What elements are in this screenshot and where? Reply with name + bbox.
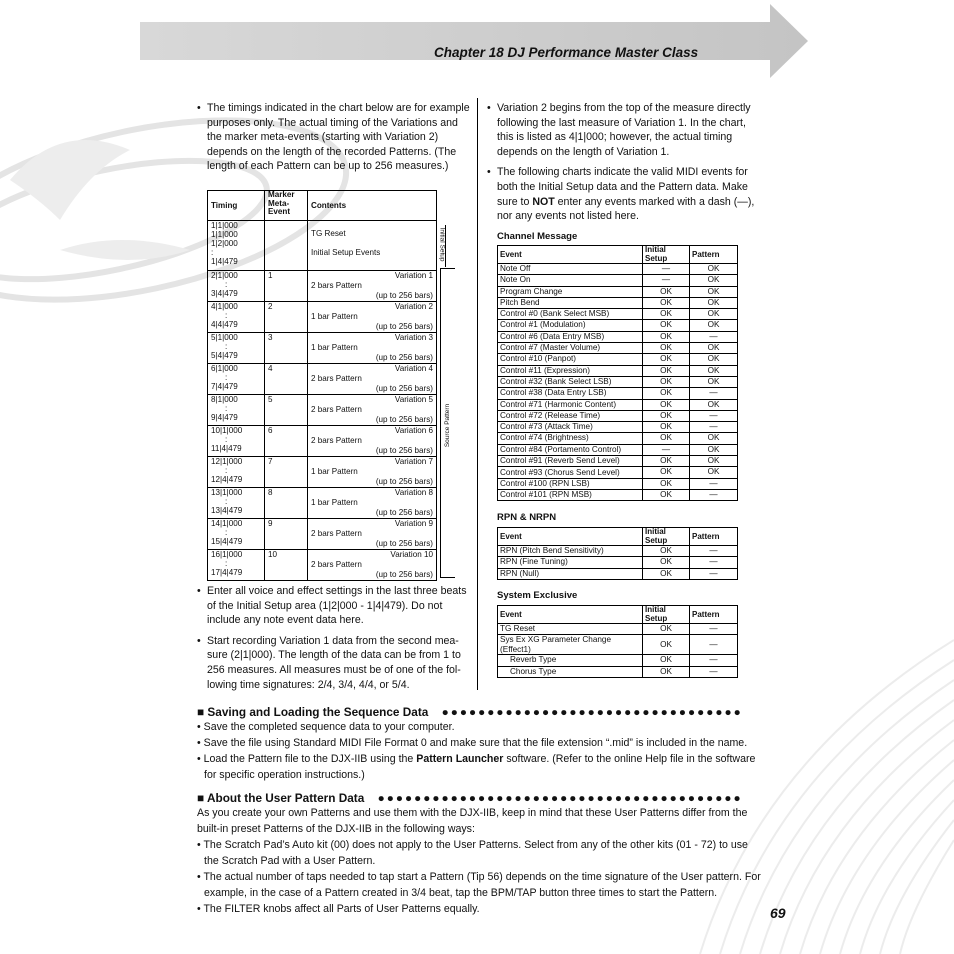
event-row (498, 399, 738, 410)
timing-colon: : (225, 342, 228, 352)
event-name: Control #11 (Expression) (498, 365, 643, 376)
timing-start: 8|1|000 (211, 395, 238, 404)
timing-end: 4|4|479 (211, 320, 238, 330)
square-bullet-icon: ■ (197, 791, 207, 805)
timing-colon: : (225, 466, 228, 476)
timing-end: 3|4|479 (211, 289, 238, 299)
bullet-line: Variation 2 begins from the top of the measure directly (497, 102, 751, 114)
timing-end: 7|4|479 (211, 382, 238, 392)
pattern-value: — (690, 478, 738, 489)
variation-label: Variation 4 (394, 364, 433, 373)
initial-setup-value: OK (643, 467, 690, 478)
initial-setup-value: OK (643, 410, 690, 421)
event-header: Event (498, 528, 643, 546)
pattern-header: Pattern (690, 606, 738, 624)
pattern-value: OK (690, 343, 738, 354)
timing-row (208, 333, 462, 364)
timing-cell (208, 364, 265, 395)
pattern-label: 2 bars Pattern (311, 436, 362, 445)
contents-cell (308, 333, 437, 364)
saving-heading (197, 705, 743, 719)
bullet-line: 256 measures. All measures must be of one of the fol- (207, 663, 461, 676)
event-row (498, 467, 738, 478)
timing-end: 11|4|479 (211, 444, 242, 454)
body-line: example, in the case of a Pattern created in 3/4 beat, tap the BPM/TAP button three times to start the Pattern. (204, 887, 718, 899)
variation-label: Variation 10 (390, 550, 433, 559)
length-note: (up to 256 bars) (375, 353, 433, 362)
timing-end: 9|4|479 (211, 413, 238, 423)
initial-setup-value: OK (643, 489, 690, 500)
event-name: Control #73 (Attack Time) (498, 422, 643, 433)
event-name: Chorus Type (498, 666, 643, 677)
timing-header: Timing (208, 191, 265, 221)
event-row (498, 433, 738, 444)
event-name: Control #71 (Harmonic Content) (498, 399, 643, 410)
timing-row (208, 550, 462, 581)
initial-setup-value: OK (643, 546, 690, 557)
timing-colon: : (225, 435, 228, 445)
timing-row (208, 271, 462, 302)
variation-label: Variation 5 (394, 395, 433, 404)
pattern-value: — (690, 568, 738, 579)
timing-end: 5|4|479 (211, 351, 238, 361)
event-name: RPN (Fine Tuning) (498, 557, 643, 568)
initial-setup-value: — (643, 444, 690, 455)
initial-setup-value: OK (643, 343, 690, 354)
marker-header: Marker Meta-Event (265, 191, 308, 221)
event-row (498, 568, 738, 579)
bullet-item (197, 101, 470, 174)
initial-setup-value: OK (643, 624, 690, 635)
contents-cell (308, 457, 437, 488)
contents-cell (308, 519, 437, 550)
chapter-title: Chapter 18 DJ Performance Master Class (434, 45, 699, 60)
timing-start: 5|1|000 (211, 333, 238, 342)
contents-cell (308, 302, 437, 333)
timing-cell (208, 302, 265, 333)
pattern-label: 1 bar Pattern (311, 498, 358, 507)
initial-setup-side-label: Initial Setup (438, 227, 446, 261)
event-name: Control #0 (Bank Select MSB) (498, 309, 643, 320)
initial-setup-value: OK (643, 388, 690, 399)
bullet-line: this is listed as 4|1|000; however, the actual timing (497, 131, 733, 144)
bullet-line: include any note event data here. (207, 614, 364, 627)
body-line: for specific operation instructions.) (204, 769, 365, 781)
pattern-value: OK (690, 309, 738, 320)
timing-start: 12|1|000 (211, 457, 243, 466)
event-name: Note On (498, 275, 643, 286)
bullet-line: Start recording Variation 1 data from the second mea- (207, 634, 459, 647)
pattern-value: OK (690, 297, 738, 308)
bullet-line: purposes only. The actual timing of the Variations and (207, 116, 458, 129)
contents-cell (308, 550, 437, 581)
event-name: Control #93 (Chorus Send Level) (498, 467, 643, 478)
event-row (498, 624, 738, 635)
contents-cell (308, 364, 437, 395)
length-note: (up to 256 bars) (375, 477, 433, 486)
pattern-value: — (690, 546, 738, 557)
bullet-line: following the last measure of Variation 1. In the chart, (497, 116, 746, 129)
event-name: RPN (Pitch Bend Sensitivity) (498, 546, 643, 557)
pattern-value: OK (690, 275, 738, 286)
initial-setup-value: OK (643, 568, 690, 579)
initial-setup-value: OK (643, 655, 690, 666)
event-name: TG Reset (498, 624, 643, 635)
event-name: Control #100 (RPN LSB) (498, 478, 643, 489)
pattern-label: 2 bars Pattern (311, 560, 362, 569)
dot-leader: ●●●●●●●●●●●●●●●●●●●●●●●●●●●●●●●●●●●●●●●● (377, 791, 743, 805)
body-line: • Save the file using Standard MIDI File Format 0 and make sure that the file extension “.mid” is included in the name. (197, 737, 748, 749)
length-note: (up to 256 bars) (375, 570, 433, 579)
timing-cell (208, 550, 265, 581)
pattern-label: 2 bars Pattern (311, 281, 362, 290)
length-note: (up to 256 bars) (375, 291, 433, 300)
event-row (498, 343, 738, 354)
event-name: Sys Ex XG Parameter Change (Effect1) (498, 635, 643, 655)
timing-colon: : (225, 497, 228, 507)
pattern-value: — (690, 489, 738, 500)
timing-colon: : (225, 373, 228, 383)
column-divider (477, 98, 478, 690)
variation-label: Variation 6 (394, 426, 433, 435)
body-line: • The FILTER knobs affect all Parts of User Patterns equally. (197, 903, 480, 915)
pattern-value: OK (690, 399, 738, 410)
body-line: • The actual number of taps needed to tap start a Pattern (Tip 56) depends on the time signature of the User pattern. For (197, 871, 761, 883)
saving-title: Saving and Loading the Sequence Data (207, 705, 429, 719)
initial-setup-value: OK (643, 456, 690, 467)
pattern-value: — (690, 331, 738, 342)
timing-start: 2|1|000 (211, 271, 238, 280)
chapter-banner (140, 4, 810, 78)
bullet-line: Enter all voice and effect settings in the last three beats (207, 585, 467, 597)
pattern-label: 1 bar Pattern (311, 343, 358, 352)
initial-setup-value: OK (643, 309, 690, 320)
channel-message-table (497, 245, 738, 501)
pattern-value: — (690, 666, 738, 677)
contents-cell (308, 426, 437, 457)
event-name: Control #7 (Master Volume) (498, 343, 643, 354)
contents-cell (308, 488, 437, 519)
length-note: (up to 256 bars) (375, 322, 433, 331)
event-name: Control #32 (Bank Select LSB) (498, 376, 643, 387)
timing-cell (208, 395, 265, 426)
marker-cell: 7 (265, 457, 308, 488)
initial-setup-header: Initial Setup (643, 246, 690, 264)
event-row (498, 376, 738, 387)
event-name: Control #1 (Modulation) (498, 320, 643, 331)
event-row (498, 388, 738, 399)
contents-cell (308, 271, 437, 302)
timing-colon: : (225, 280, 228, 290)
timing-row (208, 302, 462, 333)
event-row (498, 365, 738, 376)
event-row (498, 635, 738, 655)
initial-setup-value: OK (643, 365, 690, 376)
event-row (498, 478, 738, 489)
timing-colon: : (225, 559, 228, 569)
pattern-header: Pattern (690, 528, 738, 546)
timing-row (208, 364, 462, 395)
length-note: (up to 256 bars) (375, 446, 433, 455)
bold-term: Pattern Launcher (416, 753, 504, 765)
timing-colon: : (225, 311, 228, 321)
user-heading (197, 791, 743, 805)
timing-start: 16|1|000 (211, 550, 243, 559)
timing-start: 10|1|000 (211, 426, 243, 435)
initial-setup-value: OK (643, 433, 690, 444)
marker-cell: 6 (265, 426, 308, 457)
pattern-label: 2 bars Pattern (311, 529, 362, 538)
pattern-value: OK (690, 354, 738, 365)
event-row (498, 666, 738, 677)
variation-label: Variation 3 (394, 333, 433, 342)
marker-cell: 2 (265, 302, 308, 333)
marker-cell: 1 (265, 271, 308, 302)
pattern-value: OK (690, 376, 738, 387)
initial-contents-setup: Initial Setup Events (311, 248, 381, 257)
pattern-value: OK (690, 365, 738, 376)
pattern-value: — (690, 388, 738, 399)
timing-colon: : (225, 528, 228, 538)
sysex-title: System Exclusive (497, 590, 578, 601)
bullet-dot: • (487, 102, 491, 114)
initial-setup-header: Initial Setup (643, 528, 690, 546)
timing-row (208, 519, 462, 550)
pattern-label: 2 bars Pattern (311, 374, 362, 383)
variation-label: Variation 1 (394, 271, 433, 280)
timing-table (207, 190, 461, 581)
marker-cell: 10 (265, 550, 308, 581)
initial-setup-value: OK (643, 478, 690, 489)
timing-end: 17|4|479 (211, 568, 243, 578)
event-row (498, 286, 738, 297)
pattern-label: 2 bars Pattern (311, 405, 362, 414)
event-row (498, 354, 738, 365)
event-row (498, 456, 738, 467)
body-line: • Load the Pattern file to the DJX-IIB using the Pattern Launcher software. (Refer to the online Help file in the software (197, 753, 756, 765)
rpn-title: RPN & NRPN (497, 512, 557, 523)
event-row (498, 275, 738, 286)
bullet-line: sure to NOT enter any events marked with a dash (—), (497, 195, 755, 208)
event-name: Reverb Type (498, 655, 643, 666)
pattern-value: OK (690, 433, 738, 444)
event-row (498, 655, 738, 666)
event-name: Note Off (498, 264, 643, 275)
pattern-value: — (690, 422, 738, 433)
initial-setup-header: Initial Setup (643, 606, 690, 624)
event-row (498, 297, 738, 308)
length-note: (up to 256 bars) (375, 384, 433, 393)
initial-setup-value: — (643, 275, 690, 286)
bullet-line: the marker meta-events (starting with Variation 2) (207, 131, 439, 144)
variation-label: Variation 8 (394, 488, 433, 497)
timing-cell (208, 426, 265, 457)
timing-cell (208, 271, 265, 302)
rpn-table (497, 527, 738, 580)
initial-setup-value: — (643, 264, 690, 275)
pattern-value: — (690, 624, 738, 635)
initial-setup-value: OK (643, 399, 690, 410)
event-row (498, 410, 738, 421)
event-name: Pitch Bend (498, 297, 643, 308)
bullet-item (487, 101, 751, 159)
pattern-value: — (690, 655, 738, 666)
initial-setup-value: OK (643, 635, 690, 655)
dot-leader: ●●●●●●●●●●●●●●●●●●●●●●●●●●●●●●●●● (441, 705, 743, 719)
pattern-value: OK (690, 264, 738, 275)
timing-cell (208, 488, 265, 519)
marker-cell: 4 (265, 364, 308, 395)
pattern-header: Pattern (690, 246, 738, 264)
length-note: (up to 256 bars) (375, 539, 433, 548)
event-row (498, 489, 738, 500)
pattern-value: — (690, 557, 738, 568)
bullet-line: depends on the length of Variation 1. (497, 145, 670, 158)
square-bullet-icon: ■ (197, 705, 208, 719)
user-title: About the User Pattern Data (206, 791, 365, 805)
bullet-item (197, 584, 467, 628)
initial-setup-value: OK (643, 286, 690, 297)
event-name: Control #10 (Panpot) (498, 354, 643, 365)
header-row (498, 528, 738, 546)
timing-row (208, 488, 462, 519)
initial-setup-value: OK (643, 557, 690, 568)
timing-colon: : (225, 404, 228, 414)
bullet-dot: • (197, 634, 201, 647)
pattern-label: 1 bar Pattern (311, 467, 358, 476)
body-line: As you create your own Patterns and use them with the DJX-IIB, keep in mind that these User Patterns differ from the (197, 807, 748, 819)
body-line: • The Scratch Pad’s Auto kit (00) does not apply to the User Patterns. Select from any of the other kits (01 - 72) to use (197, 839, 748, 851)
bullet-dot: • (487, 166, 491, 179)
sysex-table (497, 605, 738, 678)
timing-cell (208, 457, 265, 488)
bullet-line: depends on the length of the recorded Patterns. (The (207, 145, 457, 158)
event-name: RPN (Null) (498, 568, 643, 579)
pattern-value: OK (690, 286, 738, 297)
contents-cell (308, 395, 437, 426)
variation-label: Variation 9 (394, 519, 433, 528)
bullet-line: The following charts indicate the valid MIDI events for (497, 166, 748, 179)
event-row (498, 331, 738, 342)
event-row (498, 546, 738, 557)
bullet-item (487, 165, 755, 223)
event-row (498, 422, 738, 433)
timing-end: 13|4|479 (211, 506, 243, 516)
event-header: Event (498, 246, 643, 264)
length-note: (up to 256 bars) (375, 415, 433, 424)
initial-setup-value: OK (643, 666, 690, 677)
event-name: Control #38 (Data Entry LSB) (498, 388, 643, 399)
initial-setup-value: OK (643, 331, 690, 342)
timing-end: 15|4|479 (211, 537, 243, 547)
event-name: Control #6 (Data Entry MSB) (498, 331, 643, 342)
bold-not: NOT (532, 195, 555, 208)
event-header: Event (498, 606, 643, 624)
event-row (498, 309, 738, 320)
timing-start: 6|1|000 (211, 364, 238, 373)
bullet-line: sure (2|1|000). The length of the data can be from 1 to (207, 649, 461, 662)
timing-start: 13|1|000 (211, 488, 243, 497)
event-name: Control #72 (Release Time) (498, 410, 643, 421)
initial-setup-value: OK (643, 297, 690, 308)
initial-timing: 1|1|000 1|1|000 1|2|000 : 1|4|479 (208, 221, 265, 271)
bullet-line: of the Initial Setup area (1|2|000 - 1|4|479). Do not (207, 599, 443, 612)
initial-setup-value: OK (643, 354, 690, 365)
pattern-value: OK (690, 320, 738, 331)
event-name: Control #91 (Reverb Send Level) (498, 456, 643, 467)
initial-setup-value: OK (643, 320, 690, 331)
contents-header: Contents (308, 191, 437, 221)
page-number: 69 (770, 905, 786, 921)
timing-cell (208, 519, 265, 550)
header-row (498, 246, 738, 264)
event-name: Control #101 (RPN MSB) (498, 489, 643, 500)
pattern-value: — (690, 635, 738, 655)
body-line: built-in preset Patterns of the DJX-IIB in the following ways: (197, 823, 475, 835)
event-name: Program Change (498, 286, 643, 297)
bullet-line: lowing time signatures: 2/4, 3/4, 4/4, or 5/4. (207, 678, 410, 691)
timing-row (208, 426, 462, 457)
bullet-dot: • (197, 585, 201, 597)
body-line: the Scratch Pad with a User Pattern. (204, 855, 376, 867)
event-row (498, 320, 738, 331)
event-row (498, 557, 738, 568)
timing-start: 14|1|000 (211, 519, 243, 528)
channel-title: Channel Message (497, 231, 578, 242)
marker-cell: 3 (265, 333, 308, 364)
pattern-value: OK (690, 467, 738, 478)
timing-row (208, 395, 462, 426)
initial-setup-value: OK (643, 376, 690, 387)
marker-cell: 8 (265, 488, 308, 519)
timing-row (208, 457, 462, 488)
bullet-line: both the Initial Setup data and the Pattern data. Make (497, 180, 748, 193)
marker-cell: 5 (265, 395, 308, 426)
body-line: • Save the completed sequence data to your computer. (197, 721, 455, 733)
variation-label: Variation 7 (394, 457, 433, 466)
bullet-line: The timings indicated in the chart below are for example (207, 102, 470, 114)
pattern-value: — (690, 410, 738, 421)
event-name: Control #74 (Brightness) (498, 433, 643, 444)
bullet-item (197, 634, 461, 692)
timing-cell (208, 333, 265, 364)
timing-start: 4|1|000 (211, 302, 238, 311)
source-pattern-side-label: Source Pattern (444, 403, 452, 448)
pattern-label: 1 bar Pattern (311, 312, 358, 321)
initial-contents-tg: TG Reset (311, 229, 346, 238)
header-row (498, 606, 738, 624)
length-note: (up to 256 bars) (375, 508, 433, 517)
variation-label: Variation 2 (394, 302, 433, 311)
bullet-line: nor any events not listed here. (497, 210, 639, 223)
marker-cell: 9 (265, 519, 308, 550)
event-row (498, 444, 738, 455)
timing-end: 12|4|479 (211, 475, 243, 485)
event-name: Control #84 (Portamento Control) (498, 444, 643, 455)
initial-setup-value: OK (643, 422, 690, 433)
event-row (498, 264, 738, 275)
bullet-line: length of each Pattern can be up to 256 measures.) (207, 160, 449, 173)
bullet-dot: • (197, 102, 201, 114)
pattern-value: OK (690, 444, 738, 455)
pattern-value: OK (690, 456, 738, 467)
